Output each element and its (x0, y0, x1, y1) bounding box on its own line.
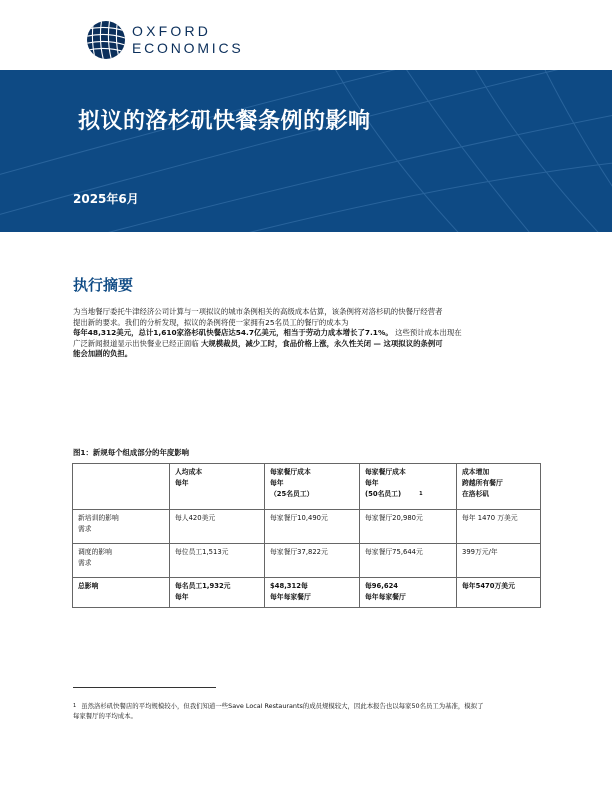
header-cell-empty (73, 464, 170, 510)
summary-line-3 (73, 328, 543, 339)
header-text: 人均成本 (175, 468, 203, 476)
summary-line-3-rest: 这些预计成本出现在 (392, 328, 462, 338)
summary-line-4 (73, 339, 543, 350)
table-cell: 399万元/年 (457, 544, 541, 578)
header-text: 每家餐厅成本 (365, 468, 406, 476)
figure-caption: 图1：新规每个组成部分的年度影响 (73, 448, 190, 457)
banner-grid-pattern (0, 70, 612, 232)
table-cell: 每年 1470 万美元 (457, 510, 541, 544)
header-text: 每年 (175, 479, 189, 487)
footnote-line (73, 702, 541, 712)
row-label-text: 调度的影响 (78, 548, 112, 556)
header-text-value: (50名员工) (365, 490, 402, 498)
header-cell-per-restaurant-50 (360, 464, 457, 510)
summary-impacts-end: 能会加剧的负担。 (73, 349, 133, 359)
table-cell: 每年5470万美元 (457, 578, 541, 608)
summary-line-1: 为当地餐厅委托牛津经济公司计算与一项拟议的城市条例相关的高级成本估算，该条例将对洛杉矶的快餐厅经营者 (73, 307, 443, 316)
header-text (365, 489, 451, 500)
table-cell: 每家餐厅20,980元 (360, 510, 457, 544)
table-cell (265, 578, 360, 608)
summary-line-4-start: 广泛新闻报道显示出快餐业已经正面临 (73, 338, 201, 348)
report-date: 2025年6月 (73, 192, 139, 206)
table-cell: 每家餐厅37,822元 (265, 544, 360, 578)
table-cell: 每位员工1,513元 (170, 544, 265, 578)
total-label: 总影响 (73, 578, 170, 608)
header-text: 每年 (365, 479, 379, 487)
cell-text: 每年每家餐厅 (365, 593, 406, 601)
header-text: 跨越所有餐厅 (462, 479, 503, 487)
summary-line-2: 提出新的要求。我们的分析发现，拟议的条例将使一家拥有25名员工的餐厅的成本为 (73, 317, 349, 327)
summary-impacts: 大规模裁员，减少工时，食品价格上涨，永久性关闭 — 这项拟议的条例可 (201, 338, 443, 348)
footnote-ref: 1 (419, 491, 423, 497)
cell-text: 每年每家餐厅 (270, 593, 311, 601)
header-text: 成本增加 (462, 468, 490, 476)
globe-icon (86, 20, 126, 60)
row-label-text: 需求 (78, 559, 92, 567)
table-cell: 每人420美元 (170, 510, 265, 544)
cell-text: $48,312每 (270, 582, 308, 590)
footnote (73, 702, 541, 721)
title-banner (0, 70, 612, 232)
footnote-number: 1 (73, 703, 77, 709)
logo-word-economics: ECONOMICS (132, 40, 244, 56)
row-label-text: 新培训的影响 (78, 514, 119, 522)
table-row (73, 544, 541, 578)
report-title: 拟议的洛杉矶快餐条例的影响 (78, 109, 371, 134)
header-cell-per-restaurant-25 (265, 464, 360, 510)
table-total-row (73, 578, 541, 608)
table-cell: 每家餐厅10,490元 (265, 510, 360, 544)
cell-text: 每年 (175, 593, 189, 601)
header-text: （25名员工） (270, 490, 314, 498)
executive-summary-paragraph (73, 307, 543, 360)
header-text: 每家餐厅成本 (270, 468, 311, 476)
header-cell-total-increase (457, 464, 541, 510)
summary-line-5 (73, 349, 543, 360)
footnote-text: 虽然洛杉矶快餐店的平均规模较小，但我们知道一些Save Local Restaurants的成员规模较大，因此本报告也以每家50名员工为基准，模拟了 (81, 702, 484, 710)
table-header-row (73, 464, 541, 510)
header-text: 在洛杉矶 (462, 490, 490, 498)
table-cell (170, 578, 265, 608)
cell-text: 每96,624 (365, 582, 399, 590)
table-cell: 每家餐厅75,644元 (360, 544, 457, 578)
impact-table (72, 463, 541, 608)
row-label (73, 510, 170, 544)
executive-summary-heading: 执行摘要 (73, 276, 134, 294)
footnote-divider (73, 687, 216, 688)
logo-word-oxford: OXFORD (132, 23, 212, 39)
summary-key-finding: 每年48,312美元，总计1,610家洛杉矶快餐店达54.7亿美元，相当于劳动力成本增长了7.1%。 (73, 328, 393, 338)
row-label-text: 需求 (78, 525, 92, 533)
row-label (73, 544, 170, 578)
table-cell (360, 578, 457, 608)
footnote-text: 每家餐厅的平均成本。 (73, 711, 137, 720)
header-cell-per-person (170, 464, 265, 510)
table-row (73, 510, 541, 544)
header-text: 每年 (270, 479, 284, 487)
cell-text: 每名员工1,932元 (175, 582, 231, 590)
